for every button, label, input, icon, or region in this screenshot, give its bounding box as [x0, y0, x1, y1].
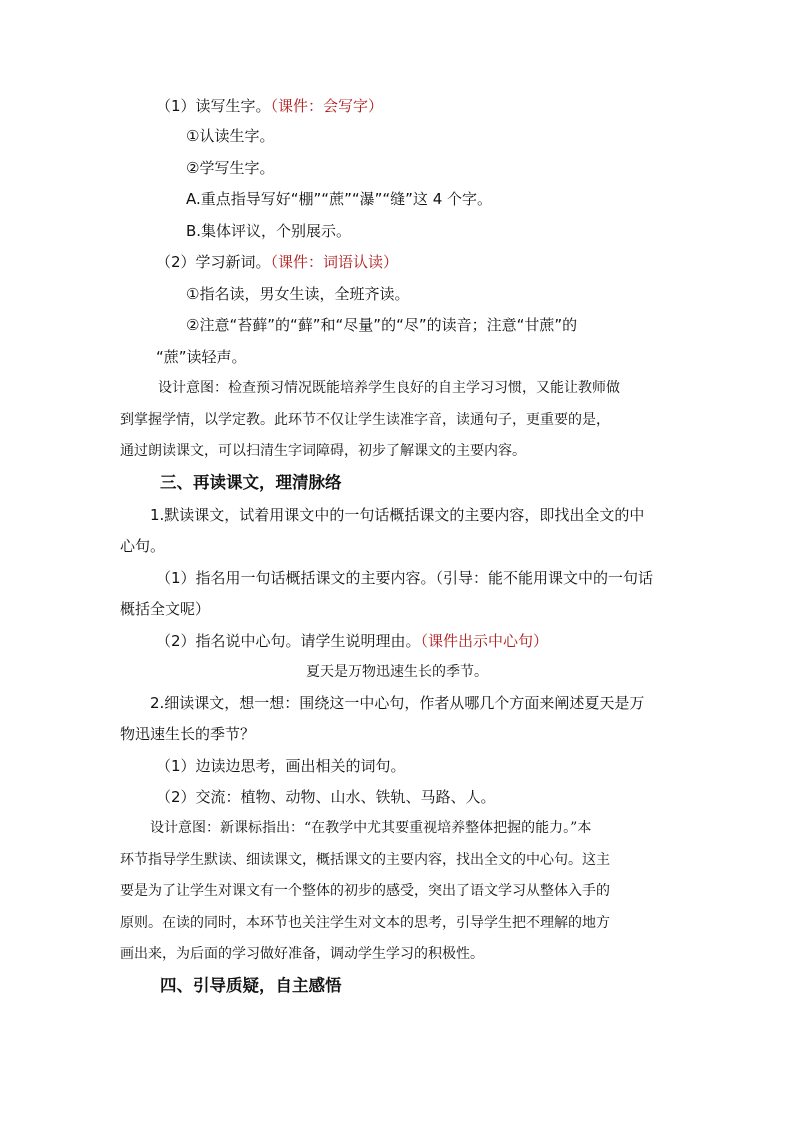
sub-step: ①认读生字。 — [186, 127, 275, 145]
design-intent-line: 设计意图：检查预习情况既能培养学生良好的自主学习习惯，又能让教师做 — [158, 380, 620, 396]
sub-step: A.重点指导写好“棚”“蔗”“瀑”“缝”这 4 个字。 — [186, 190, 493, 208]
step-central-sentence — [156, 631, 548, 651]
section-heading: 三、再读课文，理清脉络 — [160, 473, 342, 492]
design-intent-line: 要是为了让学生对课文有一个整体的初步的感受，突出了语文学习从整体入手的 — [120, 883, 610, 899]
paragraph-line: （1）指名用一句话概括课文的主要内容。（引导：能不能用课文中的一句话 — [156, 569, 654, 587]
sub-step: （2）交流：植物、动物、山水、铁轨、马路、人。 — [156, 788, 496, 806]
sub-step: ②学写生字。 — [186, 159, 275, 177]
sub-step: B.集体评议，个别展示。 — [186, 222, 352, 240]
step-text: （2）学习新词。 — [156, 253, 271, 271]
sub-step: ②注意“苔藓”的“藓”和“尽量”的“尽”的读音；注意“甘蔗”的 — [186, 316, 578, 334]
courseware-note: （课件：会写字） — [270, 97, 384, 115]
step-text: （2）指名说中心句。请学生说明理由。 — [156, 632, 421, 650]
design-intent-line: 到掌握学情，以学定教。此环节不仅让学生读准字音，读通句子，更重要的是， — [120, 412, 610, 428]
design-intent-line: 通过朗读课文，可以扫清生字词障碍，初步了解课文的主要内容。 — [120, 443, 526, 459]
paragraph-line: 物迅速生长的季节？ — [120, 725, 256, 743]
paragraph-line: 心句。 — [120, 537, 166, 555]
step-learn-new-words — [156, 252, 398, 272]
section-heading: 四、引导质疑，自主感悟 — [160, 976, 342, 995]
sub-step: （1）边读边思考，画出相关的词句。 — [156, 757, 406, 775]
paragraph-line: 2.细读课文，想一想：围绕这一中心句，作者从哪几个方面来阐述夏天是万 — [150, 694, 645, 712]
paragraph-line: 1.默读课文，试着用课文中的一句话概括课文的主要内容，即找出全文的中 — [150, 506, 645, 524]
paragraph-line: 概括全文呢） — [120, 600, 211, 618]
paragraph-line: “蔗”读轻声。 — [156, 348, 247, 366]
step-text: （1）读写生字。 — [156, 97, 271, 115]
design-intent-line: 原则。在读的同时，本环节也关注学生对文本的思考，引导学生把不理解的地方 — [120, 915, 610, 931]
design-intent-line: 设计意图：新课标指出：“在教学中尤其要重视培养整体把握的能力。”本 — [150, 820, 592, 836]
design-intent-line: 画出来，为后面的学习做好准备，调动学生学习的积极性。 — [120, 946, 484, 962]
step-read-write-characters — [156, 96, 383, 116]
central-sentence: 夏天是万物迅速生长的季节。 — [306, 664, 488, 680]
sub-step: ①指名读，男女生读，全班齐读。 — [186, 285, 410, 303]
courseware-note: （课件：词语认读） — [270, 253, 399, 271]
design-intent-line: 环节指导学生默读、细读课文，概括课文的主要内容，找出全文的中心句。这主 — [120, 852, 610, 868]
courseware-note: （课件出示中心句） — [420, 632, 549, 650]
